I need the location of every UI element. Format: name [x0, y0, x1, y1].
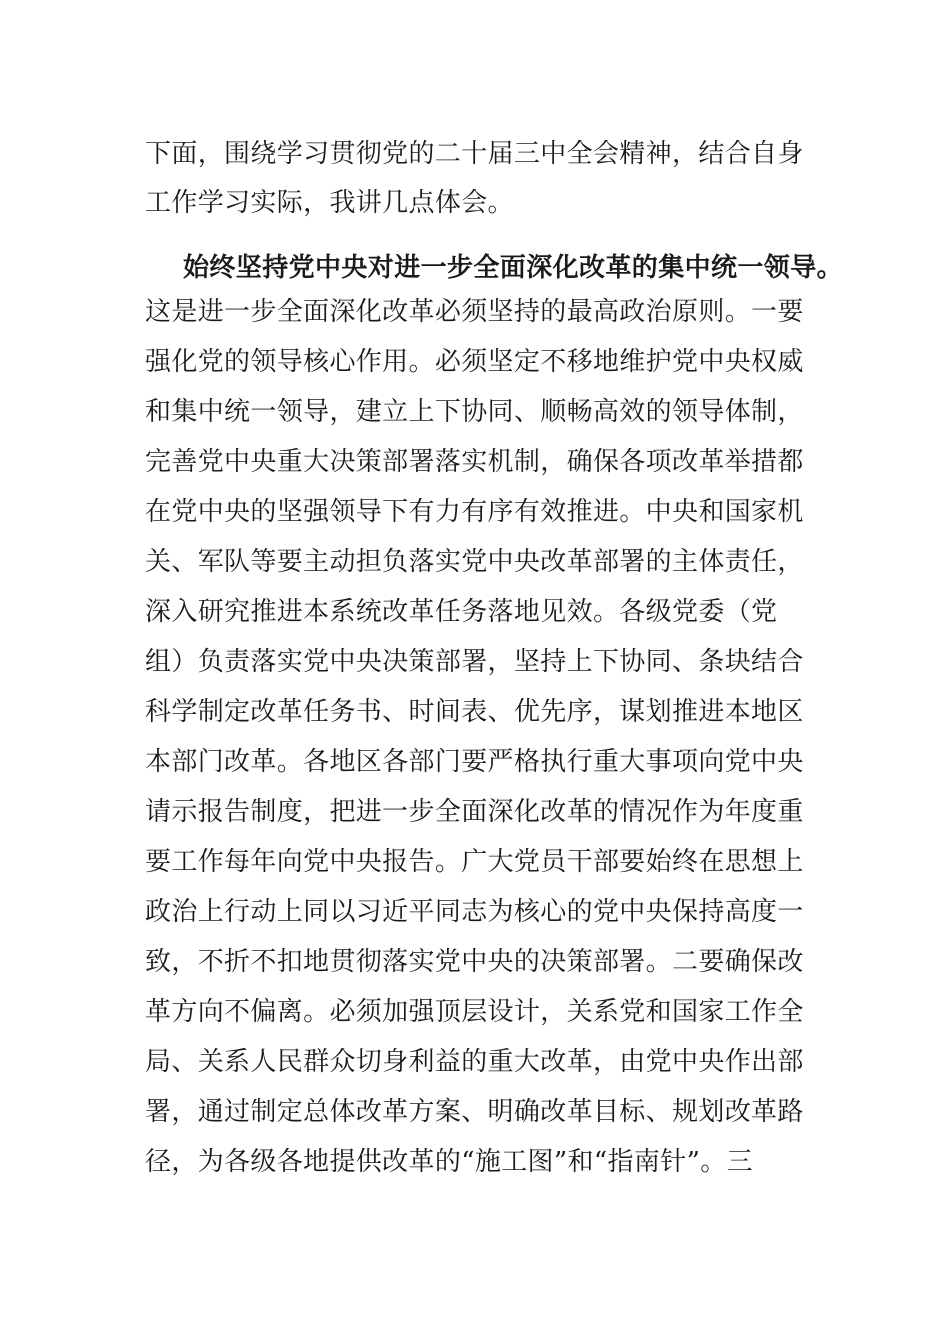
body-text-line: 下面，围绕学习贯彻党的二十届三中全会精神，结合自身: [145, 139, 804, 169]
body-text-line: 请示报告制度，把进一步全面深化改革的情况作为年度重: [145, 797, 804, 827]
body-text-line: 强化党的领导核心作用。必须坚定不移地维护党中央权威: [145, 347, 804, 377]
body-text-line: 科学制定改革任务书、时间表、优先序，谋划推进本地区: [145, 697, 804, 727]
body-text-line: 致，不折不扣地贯彻落实党中央的决策部署。二要确保改: [145, 947, 804, 977]
body-text-line: 要工作每年向党中央报告。广大党员干部要始终在思想上: [145, 847, 804, 877]
body-text-line: 完善党中央重大决策部署落实机制，确保各项改革举措都: [145, 447, 804, 477]
body-text-line: 署，通过制定总体改革方案、明确改革目标、规划改革路: [145, 1097, 804, 1127]
body-text-line: 和集中统一领导，建立上下协同、顺畅高效的领导体制，: [145, 397, 804, 427]
body-text-line: 径，为各级各地提供改革的“施工图”和“指南针”。三: [145, 1147, 753, 1177]
body-text-line: 关、军队等要主动担负落实党中央改革部署的主体责任，: [145, 547, 804, 577]
body-text-line: 组）负责落实党中央决策部署，坚持上下协同、条块结合: [145, 647, 804, 677]
body-text-line: 这是进一步全面深化改革必须坚持的最高政治原则。一要: [145, 297, 804, 327]
body-text-line: 工作学习实际，我讲几点体会。: [145, 188, 514, 218]
section-heading: 始终坚持党中央对进一步全面深化改革的集中统一领导。: [183, 253, 843, 283]
body-text-line: 局、关系人民群众切身利益的重大改革，由党中央作出部: [145, 1047, 804, 1077]
body-text-line: 本部门改革。各地区各部门要严格执行重大事项向党中央: [145, 747, 804, 777]
body-text-line: 在党中央的坚强领导下有力有序有效推进。中央和国家机: [145, 497, 804, 527]
body-text-line: 深入研究推进本系统改革任务落地见效。各级党委（党: [145, 597, 778, 627]
body-text-line: 政治上行动上同以习近平同志为核心的党中央保持高度一: [145, 897, 804, 927]
body-text-line: 革方向不偏离。必须加强顶层设计，关系党和国家工作全: [145, 997, 804, 1027]
